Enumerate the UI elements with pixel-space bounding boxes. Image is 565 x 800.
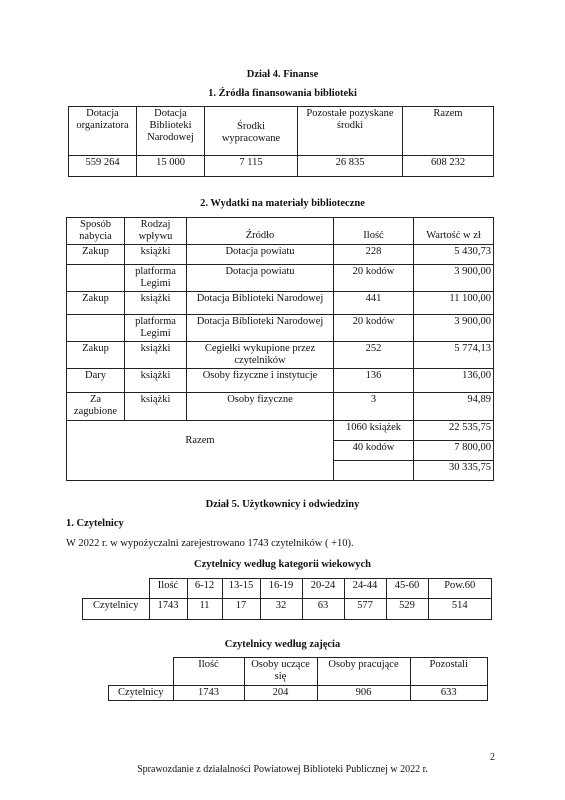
table-cell: 252	[334, 342, 414, 369]
table-cell: książki	[125, 342, 187, 369]
section-heading: Dział 5. Użytkownicy i odwiedziny	[205, 499, 360, 510]
table-cell: 26 835	[298, 156, 403, 177]
table-cell: 1743	[173, 686, 244, 701]
table-cell: 32	[260, 599, 302, 620]
table-header: Środki wypracowane	[205, 107, 298, 156]
table-cell: 633	[410, 686, 488, 701]
table-cell: 15 000	[137, 156, 205, 177]
table-header: Źródło	[187, 218, 334, 245]
table-row	[67, 292, 494, 315]
page-number: 2	[490, 752, 495, 763]
table-cell: 11	[187, 599, 222, 620]
table-cell: Zakup	[67, 342, 125, 369]
funding-table	[68, 106, 494, 177]
table-cell: Zakup	[67, 292, 125, 315]
table-cell: Dotacja powiatu	[187, 245, 334, 265]
table-cell: 5 774,13	[414, 342, 494, 369]
table-header: 20-24	[302, 579, 344, 599]
paragraph: W 2022 r. w wypożyczalni zarejestrowano 1743 czytelników ( +10).	[66, 538, 354, 549]
table-cell: 40 kodów	[334, 441, 414, 461]
table-header: Dotacja organizatora	[69, 107, 137, 156]
table-cell: Dotacja Biblioteki Narodowej	[187, 292, 334, 315]
table-header: Ilość	[173, 658, 244, 686]
table-cell: platforma Legimi	[125, 315, 187, 342]
table-header: Sposób nabycia	[67, 218, 125, 245]
table-cell: 3	[334, 393, 414, 421]
table-header: 16-19	[260, 579, 302, 599]
table-header: 45-60	[386, 579, 428, 599]
table-cell: książki	[125, 292, 187, 315]
table-header: Dotacja Biblioteki Narodowej	[137, 107, 205, 156]
table-cell: 7 115	[205, 156, 298, 177]
table-cell	[334, 461, 414, 481]
table-cell: 30 335,75	[414, 461, 494, 481]
table-cell: książki	[125, 393, 187, 421]
table-cell: 11 100,00	[414, 292, 494, 315]
table-cell: 3 900,00	[414, 315, 494, 342]
table-header: 24-44	[344, 579, 386, 599]
table-header: Ilość	[149, 579, 187, 599]
footer-text: Sprawozdanie z działalności Powiatowej Biblioteki Publicznej w 2022 r.	[137, 764, 428, 775]
table-header: Pozostałe pozyskane środki	[298, 107, 403, 156]
table-cell: platforma Legimi	[125, 265, 187, 292]
table-title: Czytelnicy według zajęcia	[224, 639, 341, 650]
table-row	[83, 599, 492, 620]
table-title: Czytelnicy według kategorii wiekowych	[193, 559, 372, 570]
table-cell: 1060 książek	[334, 421, 414, 441]
table-header: Ilość	[334, 218, 414, 245]
table-cell: Cegiełki wykupione przez czytelników	[187, 342, 334, 369]
table-cell: 577	[344, 599, 386, 620]
table-cell: 7 800,00	[414, 441, 494, 461]
table-row	[67, 315, 494, 342]
age-table	[82, 578, 492, 620]
table-cell: Dotacja powiatu	[187, 265, 334, 292]
table-cell: 5 430,73	[414, 245, 494, 265]
table-cell: książki	[125, 245, 187, 265]
table-cell: 17	[222, 599, 260, 620]
table-title: 1. Źródła finansowania biblioteki	[208, 88, 357, 99]
table-header: Osoby pracujące	[317, 658, 410, 686]
table-cell: Za zagubione	[67, 393, 125, 421]
table-header	[109, 658, 174, 686]
table-row	[109, 686, 488, 701]
table-cell: 3 900,00	[414, 265, 494, 292]
table-cell: 906	[317, 686, 410, 701]
table-cell: 22 535,75	[414, 421, 494, 441]
table-header: 13-15	[222, 579, 260, 599]
table-cell	[67, 315, 125, 342]
table-cell: 514	[428, 599, 492, 620]
table-cell: 1743	[149, 599, 187, 620]
table-cell: Czytelnicy	[109, 686, 174, 701]
table-cell: 63	[302, 599, 344, 620]
total-label: Razem	[67, 421, 334, 481]
table-cell: 529	[386, 599, 428, 620]
table-cell: 608 232	[403, 156, 494, 177]
occupation-table	[108, 657, 488, 701]
table-cell: Czytelnicy	[83, 599, 150, 620]
table-row	[67, 245, 494, 265]
table-header: Osoby uczące się	[244, 658, 317, 686]
table-header: Pow.60	[428, 579, 492, 599]
table-header: 6-12	[187, 579, 222, 599]
table-cell: Dotacja Biblioteki Narodowej	[187, 315, 334, 342]
table-cell: 136,00	[414, 369, 494, 393]
table-header: Wartość w zł	[414, 218, 494, 245]
subsection-heading: 1. Czytelnicy	[66, 518, 124, 529]
table-cell: Zakup	[67, 245, 125, 265]
total-row	[67, 421, 494, 441]
table-cell: 441	[334, 292, 414, 315]
table-cell	[67, 265, 125, 292]
table-header: Pozostali	[410, 658, 488, 686]
table-header: Razem	[403, 107, 494, 156]
table-row	[67, 393, 494, 421]
table-cell: 20 kodów	[334, 265, 414, 292]
table-row	[67, 265, 494, 292]
table-header	[83, 579, 150, 599]
table-cell: 94,89	[414, 393, 494, 421]
table-cell: 136	[334, 369, 414, 393]
table-cell: 559 264	[69, 156, 137, 177]
table-cell: Osoby fizyczne	[187, 393, 334, 421]
table-cell: 20 kodów	[334, 315, 414, 342]
expenses-table	[66, 217, 494, 481]
table-cell: Dary	[67, 369, 125, 393]
table-title: 2. Wydatki na materiały biblioteczne	[200, 198, 365, 209]
table-row	[67, 369, 494, 393]
section-heading: Dział 4. Finanse	[246, 69, 319, 80]
table-row	[67, 342, 494, 369]
table-header: Rodzaj wpływu	[125, 218, 187, 245]
table-cell: Osoby fizyczne i instytucje	[187, 369, 334, 393]
table-cell: 204	[244, 686, 317, 701]
table-cell: 228	[334, 245, 414, 265]
table-cell: książki	[125, 369, 187, 393]
